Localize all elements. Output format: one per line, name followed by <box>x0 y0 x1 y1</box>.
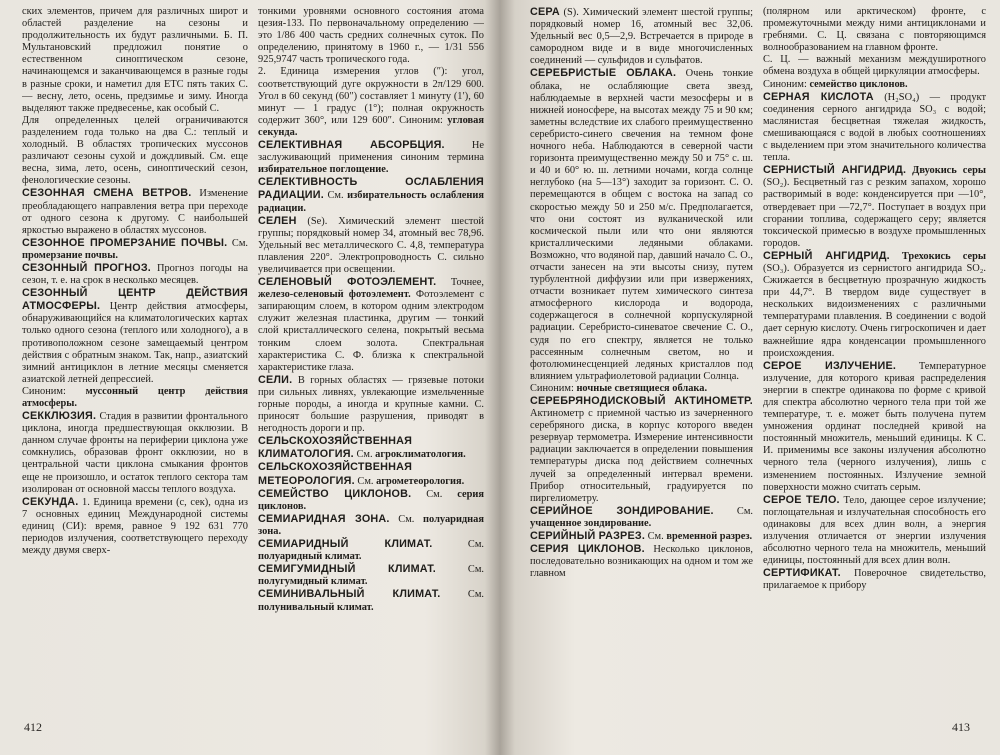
entry-text: Поверочное свидетельство, прилагаемое к прибору <box>763 568 986 592</box>
entry-cross-reference: полугумидный климат. <box>258 576 368 588</box>
entry-headword: СЕРИЙНОЕ ЗОНДИРОВАНИЕ. <box>530 504 714 517</box>
entry-text: 1. Единица времени (с, сек), одна из 7 основных единиц Международной системы единиц (СИ): время, равное 9 192 631 770 периодов излучения, соответствующего переходу между двумя сверх- <box>22 496 248 557</box>
entry-cross-reference: серия циклонов. <box>258 488 484 512</box>
page-number: 412 <box>24 720 42 734</box>
entry-headword: СЕРНАЯ КИСЛОТА <box>763 90 874 103</box>
entry-cross-reference: полуаридная зона. <box>258 513 484 537</box>
dictionary-entry <box>258 488 484 513</box>
dictionary-entry <box>530 530 753 543</box>
entry-headword: СЕРИЙНЫЙ РАЗРЕЗ. <box>530 530 646 543</box>
entry-headword: СЕЛЕКТИВНОСТЬ ОСЛАБЛЕНИЯ РАДИАЦИИ. <box>258 176 484 202</box>
entry-headword: СЕЛИ. <box>258 373 293 386</box>
dictionary-entry <box>258 374 484 435</box>
entry-text: (H₂SO₄) — продукт соединения серного ангидрида SO₃ с водой; маслянистая бесцветная тяжелая жидкость, смешивающаяся с водой в любых соотношениях с выделением при этом значительного количества тепла. <box>763 91 986 164</box>
dictionary-entry <box>530 67 753 382</box>
entry-headword: СЕЗОННОЕ ПРОМЕРЗАНИЕ ПОЧВЫ. <box>22 236 228 249</box>
dictionary-entry <box>258 276 484 374</box>
entry-text: Прогноз погоды на сезон, т. е. на срок в несколько месяцев. <box>22 262 248 287</box>
entry-text: С. Ц. — важный механизм междуширотного обмена воздуха в общей циркуляции атмосферы. <box>763 54 986 78</box>
entry-headword: СЕРЕБРИСТЫЕ ОБЛАКА. <box>530 67 677 80</box>
dictionary-entry <box>763 360 986 494</box>
right-column-2 <box>763 6 986 705</box>
left-column-2 <box>258 6 484 705</box>
entry-headword: СЕЗОННЫЙ ЦЕНТР ДЕЙСТВИЯ АТМОСФЕРЫ. <box>22 287 248 313</box>
entry-headword: СЕЛЬСКОХОЗЯЙСТВЕННАЯ КЛИМАТОЛОГИЯ. <box>258 435 413 461</box>
entry-headword: СЕМЕЙСТВО ЦИКЛОНОВ. <box>258 487 412 500</box>
entry-paragraph <box>763 6 986 54</box>
entry-headword: СЕРНЫЙ АНГИДРИД. <box>763 249 890 262</box>
entry-text: Температурное излучение, для которого кривая распределения энергии в спектре одинакова по форме с кривой для спектра абсолютно черного тела при той же температуре, т. е. может быть получена путем умножения ординат последней кривой на постоянный множитель, меньший единицы. К С. И. применимы все законы излучения абсолютно черного тела (черного излучения), лишь с изменением постоянных. Излучение земной поверхности можно считать серым. <box>763 360 986 493</box>
entry-headword: СЕЛЕКТИВНАЯ АБСОРБЦИЯ. <box>258 139 445 152</box>
entry-cross-reference: ночные светящиеся облака. <box>576 382 708 394</box>
dictionary-entry <box>258 215 484 276</box>
entry-cross-reference: агроклиматология. <box>375 449 466 461</box>
entry-text: (Se). Химический элемент шестой группы; порядковый номер 34, атомный вес 78,96. Удельный вес металлического С. 4,8, температура плавления 220°. Электропроводность С. сильно увеличивается при освещении. <box>258 215 484 275</box>
entry-text: См. <box>353 449 376 461</box>
entry-text: (полярном или арктическом) фронте, с промежуточными между ними антициклонами и гребнями. С. Ц. связана с повторяющимся волнообразованием на главном фронте. <box>763 6 986 54</box>
entry-text: См. <box>436 564 484 576</box>
entry-text: Синоним: <box>530 382 577 394</box>
entry-text: Изменение преобладающего направления ветра при переходе от одного сезона к другому. С наибольшей яркостью выражено в областях муссонов. <box>22 188 248 236</box>
entry-text: Синоним: <box>763 78 810 90</box>
dictionary-entry <box>258 588 484 613</box>
right-page-columns <box>530 6 986 705</box>
dictionary-entry <box>258 139 484 176</box>
entry-headword: СЕРОЕ ТЕЛО. <box>763 493 840 506</box>
dictionary-entry <box>22 237 248 262</box>
entry-text: Стадия в развитии фронтального циклона, иногда предшествующая окклюзии. В данном случае фронты на периферии циклона уже сомкнулись, образовав фронт окклюзии, но в центральной части циклона смыкания фронтов еще не произошло, и остаток теплого сектора там изолирован от основной массы теплого воздуха. <box>22 411 248 495</box>
entry-text: См. <box>227 237 248 249</box>
entry-headword: СЕККЛЮЗИЯ. <box>22 410 97 423</box>
entry-text: Актинометр с приемной частью из зачерненного серебряного диска, в корпус которого введен резервуар термометра. Измерение интенсивности радиации заключается в определении повышения температуры диска под действием солнечных лучей за определенный интервал времени. Прибор относительный, градуируется по пиргелиометру. <box>530 408 753 504</box>
entry-text: тонкими уровнями основного состояния атома цезия-133. По первоначальному определению — это 1/86 400 часть средних солнечных суток. По определению, принятому в 1960 г., — 1/31 556 925,9747 часть тропического года. <box>258 6 484 66</box>
entry-cross-reference: агрометеорология. <box>376 475 465 487</box>
entry-headword: СЕРЕБРЯНОДИСКОВЫЙ АКТИНОМЕТР. <box>530 395 753 407</box>
dictionary-entry <box>530 543 753 580</box>
dictionary-entry <box>258 563 484 588</box>
entry-headword: СЕКУНДА. <box>22 495 79 508</box>
entry-headword: СЕЛЕНОВЫЙ ФОТОЭЛЕМЕНТ. <box>258 276 437 289</box>
right-column-1 <box>530 6 753 705</box>
entry-text: См. <box>354 475 377 487</box>
entry-text: См. <box>440 589 484 601</box>
entry-cross-reference: промерзание почвы. <box>22 249 119 261</box>
entry-cross-reference: временной разрез. <box>666 531 753 543</box>
entry-text: Тело, дающее серое излучение; поглощательная и излучательная способность его одинаковы для всех длин волн, а энергия излучения отличается от энергии излучения абсолютно черного тела на множитель, меньший единицы, постоянный для всех длин волн. <box>763 494 986 567</box>
dictionary-entry <box>763 250 986 360</box>
entry-text: См. <box>411 488 458 500</box>
dictionary-entry <box>22 496 248 557</box>
entry-headword: СЕРОЕ ИЗЛУЧЕНИЕ. <box>763 359 897 372</box>
entry-text: Несколько циклонов, последовательно возникающих на одном и том же главном <box>530 544 753 580</box>
entry-paragraph <box>258 6 484 66</box>
entry-headword: СЕМИНИВАЛЬНЫЙ КЛИМАТ. <box>258 588 441 601</box>
entry-headword: СЕРИЯ ЦИКЛОНОВ. <box>530 543 645 556</box>
entry-headword: СЕРТИФИКАТ. <box>763 567 841 580</box>
dictionary-entry <box>258 513 484 538</box>
entry-text: Фотоэлемент с запирающим слоем, в котором одним электродом служит железная пластинка, другим — тонкий слой кристаллического селена, покрытый весьма тонким слоем золота. Спектральная характеристика С. Ф. близка к спектральной характеристике глаза. <box>258 289 484 373</box>
entry-paragraph <box>763 54 986 78</box>
entry-text: Для определенных целей ограничиваются разделением года только на два С.: теплый и холодный. В областях тропических муссонов различают сезоны сухой и дождливый. См. еще весна, зима, лето, осень, синоптический сезон, фенологические сезоны. <box>22 114 248 187</box>
entry-cross-reference: Двуокись серы <box>912 165 986 177</box>
entry-paragraph <box>530 383 753 395</box>
dictionary-entry <box>22 187 248 236</box>
entry-headword: СЕЗОННЫЙ ПРОГНОЗ. <box>22 261 152 274</box>
entry-text: См. <box>645 531 667 543</box>
entry-text: Не заслуживающий применения синоним термина <box>258 140 484 164</box>
entry-text: В горных областях — грязевые потоки при сильных ливнях, увлекающие измельченные горные породы, а иногда и крупные камни. С. приносят большие разрушения, приводят в негодность дороги и пр. <box>258 374 484 435</box>
dictionary-entry <box>763 91 986 165</box>
entry-headword: СЕРНИСТЫЙ АНГИДРИД. <box>763 164 907 177</box>
entry-paragraph <box>22 115 248 188</box>
dictionary-entry <box>530 6 753 67</box>
entry-text: Синоним: <box>22 385 86 397</box>
entry-headword: СЕЛЕН <box>258 214 297 227</box>
entry-text: См. <box>432 539 484 551</box>
entry-headword: СЕМИАРИДНЫЙ КЛИМАТ. <box>258 538 433 551</box>
entry-text: (S). Химический элемент шестой группы; порядковый номер 16, атомный вес 32,06. Удельный вес 0,5—2,9. Встречается в природе в самородном виде и в виде многочисленных соединений — сульфидов и сульфатов. <box>530 7 753 67</box>
entry-cross-reference: угловая секунда. <box>258 114 484 138</box>
entry-paragraph <box>22 6 248 115</box>
entry-text: Точнее, <box>436 277 484 289</box>
dictionary-entry <box>258 461 484 487</box>
entry-headword: СЕЛЬСКОХОЗЯЙСТВЕННАЯ МЕТЕОРОЛОГИЯ. <box>258 461 413 487</box>
entry-cross-reference: учащенное зондирование. <box>530 517 652 529</box>
dictionary-entry <box>258 176 484 214</box>
entry-cross-reference: семейство циклонов. <box>809 78 908 90</box>
page-number: 413 <box>952 720 970 734</box>
entry-text: 2. Единица измерения углов (″): угол, соответствующий дуге окружности в 2π/129 600. Угол в 60 секунд (60″) составляет 1 минуту (1′), 60 минут — 1 градус (1°); полная окружность содержит 360°, или 129 600″. Синоним: <box>258 66 484 126</box>
entry-text: См. <box>323 190 348 202</box>
entry-text <box>890 251 902 262</box>
entry-text: Центр действия атмосферы, обнаруживающийся на климатологических картах только одного сезона (теплого или холодного), а в противоположном сезоне замещаемый центром действия с обратным знаком. Так, напр., азиатский зимний антициклон в летние месяцы сменяется азиатской летней депрессией. <box>22 301 248 385</box>
entry-cross-reference: избирательное поглощение. <box>258 164 389 176</box>
entry-cross-reference: Трехокись серы <box>901 250 986 262</box>
entry-text: Очень тонкие облака, не ослабляющие света звезд, наблюдаемые в верхней части мезосферы и в нижней ионосфере, на высотах между 75 и 90 км; заметны вследствие их слабого преимущественно серебристо-синего свечения на темном фоне ночного неба. Наблюдаются в северной части горизонта преимущественно между 50 и 75° с. ш. и 40 и 60° ю. ш. летними ночами, когда солнце неглубоко (на 5—13°) заходит за горизонт. С. О. перемещаются в общем с востока на запад со скоростью между 50 и 250 м/с. Предполагается, что они состоят из вулканической или космической пыли или что они являются кристаллическими ледяными облаками. Возможно, что водяной пар, давший начало С. О., отчасти занесен на эти высоты снизу, путем турбулентной диффузии или при извержениях, отчасти возникает путем химического синтеза атмосферного кислорода и водорода, содержащегося в солнечной корпускулярной радиации. Серебристо-синеватое свечение С. О., судя по его спектру, является не только рассеянным солнечным светом, но и фотолюминесценцией ледяных кристаллов под влиянием ультрафиолетовой радиации Солнца. <box>530 68 753 382</box>
dictionary-entry <box>763 164 986 250</box>
entry-text: См. <box>389 513 424 525</box>
entry-cross-reference: муссонный центр действия атмосферы. <box>22 385 248 409</box>
dictionary-entry <box>763 494 986 568</box>
entry-text: ских элементов, причем для различных широт и областей разделение на сезоны и продолжительность их будут различными. Б. П. Мультановский предложил понятие о естественном синоптическом сезоне, начинающемся и заканчивающемся в разные годы в разные сроки, и наметил для ЕТС пять таких С. — весну, лето, осень, предзимье и зиму. Иногда выделяют также предвесенье, как особый С. <box>22 6 248 114</box>
entry-cross-reference: избирательность ослабления радиации. <box>258 190 484 214</box>
entry-cross-reference: полуаридный климат. <box>258 551 362 563</box>
entry-paragraph <box>763 79 986 91</box>
entry-cross-reference: железо-селеновый фотоэлемент. <box>258 289 411 301</box>
entry-text: (SO₃). Образуется из сернистого ангидрида SO₂. Сжижается в бесцветную прозрачную жидкость при 44,7°. В твердом виде существует в нескольких видоизменениях с различными температурами плавления. В соединении с водой дает серную кислоту. Очень гигроскопичен и дает важнейшие ядра конденсации промышленного происхождения. <box>763 262 986 359</box>
left-column-1 <box>22 6 248 705</box>
entry-text: См. <box>713 505 753 517</box>
entry-paragraph <box>258 66 484 139</box>
entry-headword: СЕМИГУМИДНЫЙ КЛИМАТ. <box>258 563 437 576</box>
dictionary-entry <box>763 567 986 592</box>
dictionary-entry <box>530 505 753 530</box>
left-page-columns <box>22 6 484 705</box>
dictionary-entry <box>258 435 484 461</box>
right-page <box>500 0 1000 755</box>
entry-paragraph <box>22 386 248 410</box>
dictionary-entry <box>258 538 484 563</box>
entry-headword: СЕРА <box>530 6 560 18</box>
dictionary-entry <box>530 395 753 505</box>
dictionary-entry <box>22 287 248 386</box>
entry-headword: СЕМИАРИДНАЯ ЗОНА. <box>258 512 390 525</box>
entry-text: (SO₂). Бесцветный газ с резким запахом, хорошо растворимый в воде: конденсируется при —10°, отвердевает при —72,7°. Поступает в воздух при сгорании топлива, содержащего серу; является токсической примесью в воздухе промышленных городов. <box>763 177 986 249</box>
entry-headword: СЕЗОННАЯ СМЕНА ВЕТРОВ. <box>22 187 192 200</box>
dictionary-entry <box>22 262 248 287</box>
dictionary-entry <box>22 410 248 496</box>
entry-cross-reference: полунивальный климат. <box>258 601 374 613</box>
